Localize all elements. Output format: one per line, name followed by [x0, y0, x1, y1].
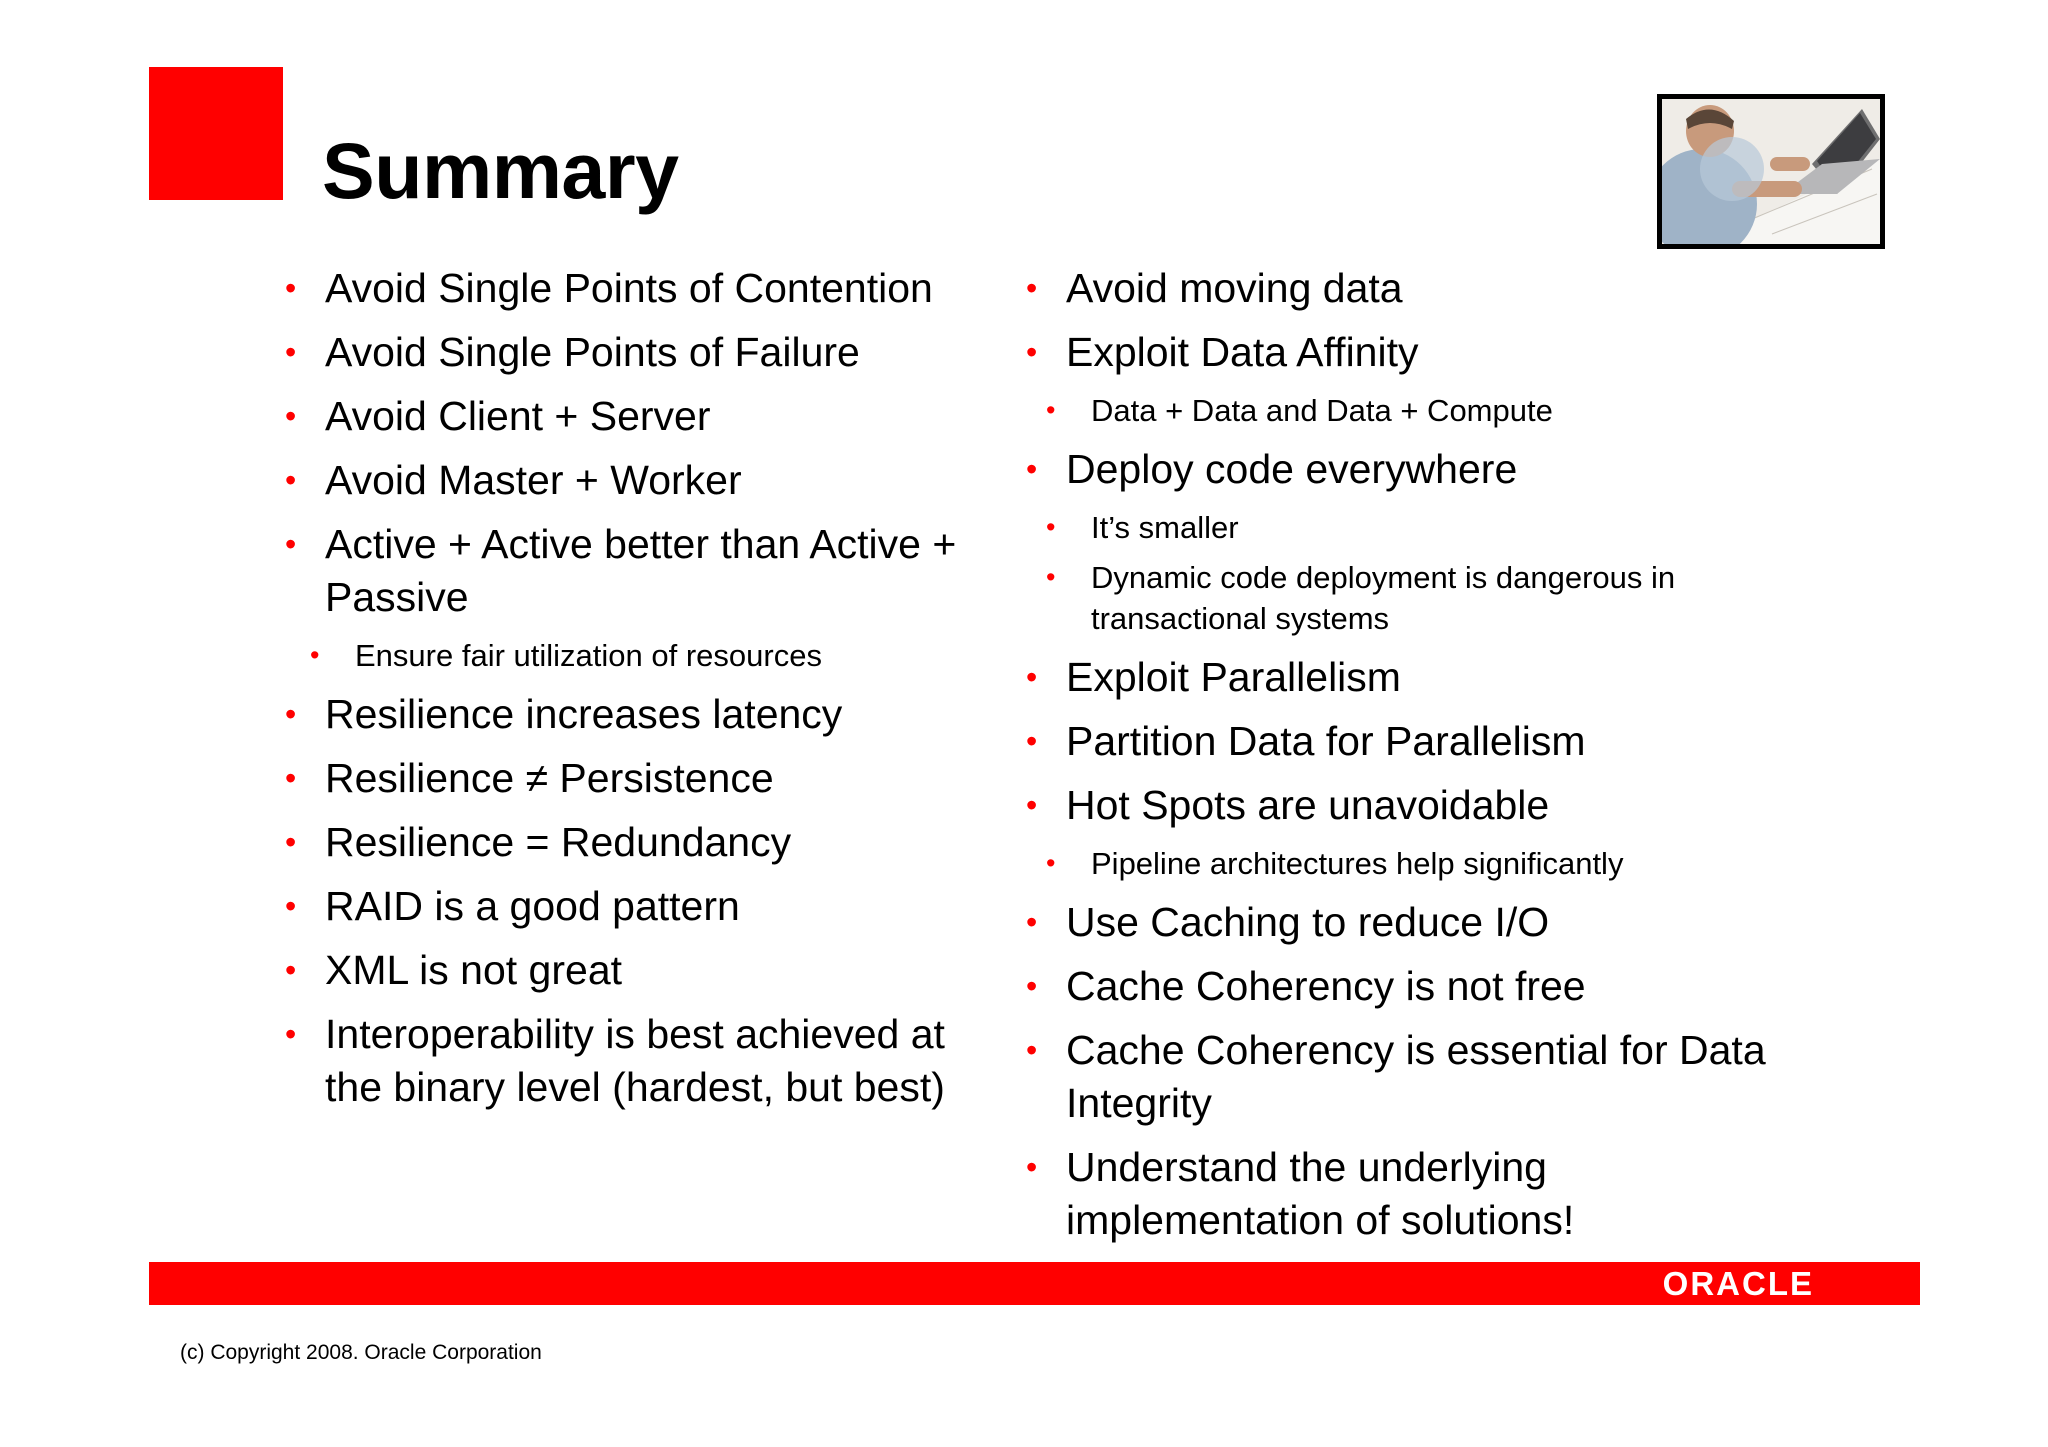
sub-list-active-active [285, 635, 1005, 676]
bullet-understand-implementation: • Understand the underlying implementation of solutions! [1026, 1141, 1786, 1247]
footer-bar [149, 1262, 1920, 1305]
person-with-laptop-photo [1657, 94, 1885, 249]
sub-list-hot-spots [1026, 843, 1786, 884]
bullet-deploy-code: • Deploy code everywhere [1026, 443, 1786, 496]
sub-bullet-data-compute: • Data + Data and Data + Compute [1046, 390, 1786, 431]
bullet-avoid-contention: • Avoid Single Points of Contention [285, 262, 1005, 315]
bullet-data-affinity: • Exploit Data Affinity [1026, 326, 1786, 379]
bullet-avoid-client-server: • Avoid Client + Server [285, 390, 1005, 443]
bullet-xml: • XML is not great [285, 944, 1005, 997]
slide-title: Summary [322, 126, 679, 215]
accent-square [149, 67, 283, 200]
sub-bullet-smaller: • It’s smaller [1046, 507, 1786, 548]
bullet-exploit-parallelism: • Exploit Parallelism [1026, 651, 1786, 704]
bullet-avoid-failure: • Avoid Single Points of Failure [285, 326, 1005, 379]
bullet-resilience-persistence: • Resilience ≠ Persistence [285, 752, 1005, 805]
bullet-active-active [285, 518, 1005, 624]
bullet-avoid-moving-data: • Avoid moving data [1026, 262, 1786, 315]
bullet-interoperability: • Interoperability is best achieved at the binary level (hardest, but best) [285, 1008, 1005, 1114]
left-bullet-list [285, 262, 1005, 1125]
sub-list-data-affinity [1026, 390, 1786, 431]
bullet-cache-not-free: • Cache Coherency is not free [1026, 960, 1786, 1013]
sub-bullet-fair-utilization: • Ensure fair utilization of resources [310, 635, 1005, 676]
oracle-logo: ORACLE [1662, 1265, 1814, 1302]
bullet-caching-io: • Use Caching to reduce I/O [1026, 896, 1786, 949]
bullet-raid: • RAID is a good pattern [285, 880, 1005, 933]
bullet-resilience-latency: • Resilience increases latency [285, 688, 1005, 741]
sub-bullet-pipeline: • Pipeline architectures help significantly [1046, 843, 1786, 884]
copyright-notice: (c) Copyright 2008. Oracle Corporation [180, 1341, 542, 1364]
bullet-cache-integrity: • Cache Coherency is essential for Data Integrity [1026, 1024, 1786, 1130]
right-bullet-list [1026, 262, 1786, 1258]
bullet-partition-data: • Partition Data for Parallelism [1026, 715, 1786, 768]
bullet-avoid-master-worker: • Avoid Master + Worker [285, 454, 1005, 507]
bullet-resilience-redundancy: • Resilience = Redundancy [285, 816, 1005, 869]
bullet-hot-spots: • Hot Spots are unavoidable [1026, 779, 1786, 832]
sub-list-deploy-code [1026, 507, 1786, 639]
bullet-active-active-text: Active + Active better than Active + Passive [325, 521, 957, 620]
sub-bullet-dynamic-deployment: • Dynamic code deployment is dangerous in transactional systems [1046, 557, 1786, 639]
